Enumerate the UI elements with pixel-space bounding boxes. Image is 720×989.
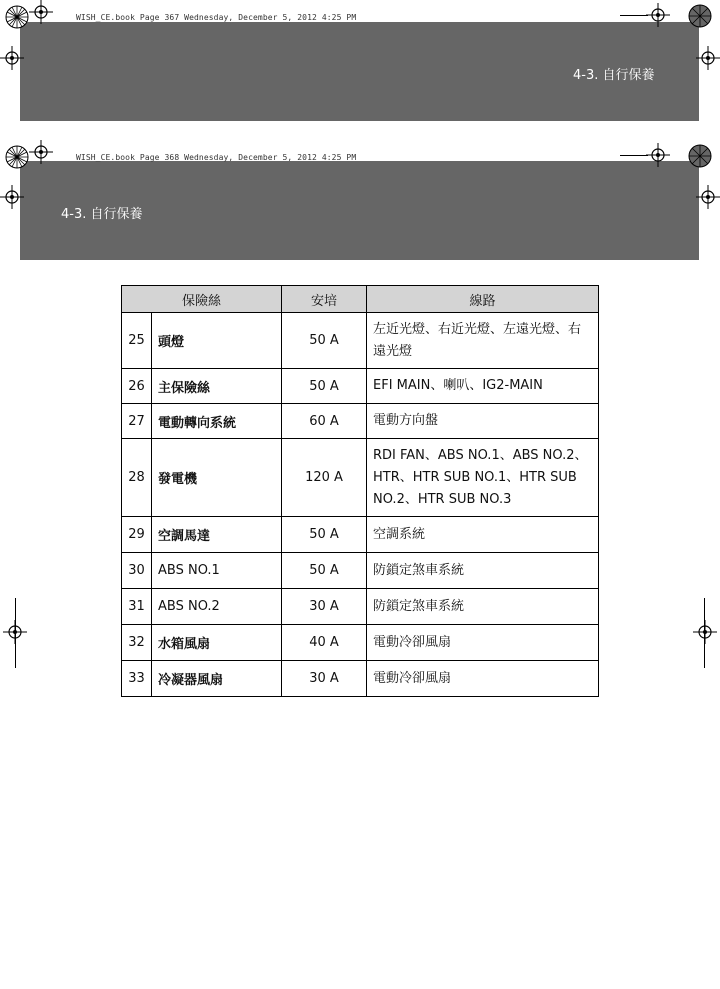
crosshair-registration-icon <box>29 0 53 24</box>
fuse-number: 31 <box>122 589 152 625</box>
fuse-name: 冷凝器風扇 <box>152 661 282 697</box>
fuse-ampere: 50 A <box>282 313 367 369</box>
fuse-table <box>121 285 599 697</box>
fuse-number: 25 <box>122 313 152 369</box>
section-title-1: 4-3. 自行保養 <box>573 68 655 83</box>
crosshair-registration-icon <box>0 46 24 70</box>
crop-mark <box>620 155 648 156</box>
fuse-name: ABS NO.2 <box>152 589 282 625</box>
fuse-circuit: 電動冷卻風扇 <box>367 661 599 697</box>
sunburst-registration-icon <box>688 144 712 168</box>
crosshair-registration-icon <box>0 185 24 209</box>
fuse-ampere: 50 A <box>282 517 367 553</box>
fuse-ampere: 120 A <box>282 439 367 517</box>
fuse-name: 頭燈 <box>152 313 282 369</box>
fuse-name: 空調馬達 <box>152 517 282 553</box>
fuse-ampere: 50 A <box>282 553 367 589</box>
crosshair-registration-icon <box>696 185 720 209</box>
fuse-circuit: 防鎖定煞車系統 <box>367 589 599 625</box>
section-title-2: 4-3. 自行保養 <box>61 207 143 222</box>
table-row <box>122 517 599 553</box>
table-row <box>122 313 599 369</box>
fuse-name: ABS NO.1 <box>152 553 282 589</box>
fuse-circuit: 電動冷卻風扇 <box>367 625 599 661</box>
col-header-fuse: 保險絲 <box>122 286 282 313</box>
crosshair-registration-icon <box>646 143 670 167</box>
fuse-number: 28 <box>122 439 152 517</box>
fuse-name: 水箱風扇 <box>152 625 282 661</box>
sunburst-registration-icon <box>688 4 712 28</box>
fuse-name: 電動轉向系統 <box>152 404 282 439</box>
fuse-circuit: 左近光燈、右近光燈、左遠光燈、右遠光燈 <box>367 313 599 369</box>
sunburst-registration-icon <box>5 145 29 169</box>
fuse-circuit: 防鎖定煞車系統 <box>367 553 599 589</box>
fuse-circuit: 電動方向盤 <box>367 404 599 439</box>
crosshair-registration-icon <box>29 140 53 164</box>
sunburst-registration-icon <box>5 5 29 29</box>
fuse-number: 29 <box>122 517 152 553</box>
fuse-number: 30 <box>122 553 152 589</box>
table-row <box>122 661 599 697</box>
fuse-ampere: 30 A <box>282 661 367 697</box>
fuse-circuit: RDI FAN、ABS NO.1、ABS NO.2、HTR、HTR SUB NO.1、HTR SUB NO.2、HTR SUB NO.3 <box>367 439 599 517</box>
table-row <box>122 439 599 517</box>
crosshair-registration-icon <box>696 46 720 70</box>
crosshair-registration-icon <box>646 3 670 27</box>
table-row <box>122 404 599 439</box>
table-row <box>122 369 599 404</box>
fuse-number: 26 <box>122 369 152 404</box>
fuse-ampere: 60 A <box>282 404 367 439</box>
table-row <box>122 553 599 589</box>
fuse-circuit: EFI MAIN、喇叭、IG2-MAIN <box>367 369 599 404</box>
book-file-info-1: WISH_CE.book Page 367 Wednesday, December 5, 2012 4:25 PM <box>76 13 357 22</box>
fuse-ampere: 30 A <box>282 589 367 625</box>
table-row <box>122 589 599 625</box>
col-header-circuit: 線路 <box>367 286 599 313</box>
fuse-name: 主保險絲 <box>152 369 282 404</box>
fuse-ampere: 40 A <box>282 625 367 661</box>
fuse-circuit: 空調系統 <box>367 517 599 553</box>
fuse-ampere: 50 A <box>282 369 367 404</box>
fuse-number: 27 <box>122 404 152 439</box>
crop-mark <box>620 15 648 16</box>
table-row <box>122 625 599 661</box>
crosshair-registration-icon <box>3 620 27 644</box>
fuse-number: 33 <box>122 661 152 697</box>
fuse-number: 32 <box>122 625 152 661</box>
col-header-ampere: 安培 <box>282 286 367 313</box>
fuse-name: 發電機 <box>152 439 282 517</box>
book-file-info-2: WISH_CE.book Page 368 Wednesday, December 5, 2012 4:25 PM <box>76 153 357 162</box>
crosshair-registration-icon <box>693 620 717 644</box>
table-header-row <box>122 286 599 313</box>
